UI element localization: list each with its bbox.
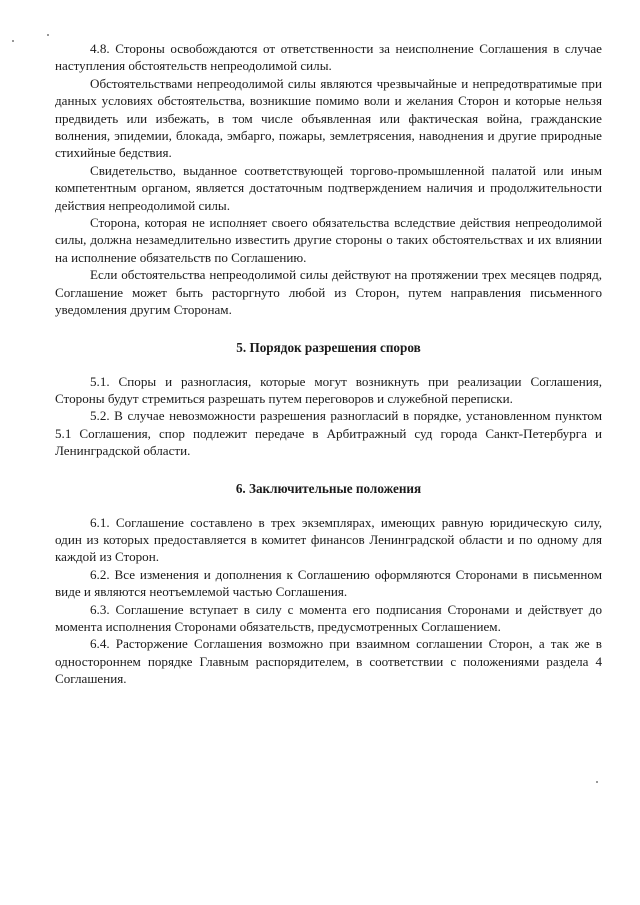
section-disputes xyxy=(55,373,602,460)
paragraph-5-1: 5.1. Споры и разногласия, которые могут возникнуть при реализации Соглашения, Стороны будут стремиться разрешать путем переговоров и служебной переписки. xyxy=(55,373,602,406)
paragraph-5-2: 5.2. В случае невозможности разрешения разногласий в порядке, установленном пунктом 5.1 Соглашения, спор подлежит передаче в Арбитражный суд города Санкт-Петербурга и Ленинградской области. xyxy=(55,408,602,459)
paragraph-6-1: 6.1. Соглашение составлено в трех экземплярах, имеющих равную юридическую силу, один из которых предоставляется в комитет финансов Ленинградской области и по одному для каждой из Сторон. xyxy=(55,514,602,565)
paragraph-termination-three-months: Если обстоятельства непреодолимой силы действуют на протяжении трех месяцев подряд, Соглашение может быть расторгнуто любой из Сторон, путем направления письменного уведомления другим Сторонам. xyxy=(55,267,602,318)
paragraph-notification: Сторона, которая не исполняет своего обязательства вследствие действия непреодолимой силы, должна незамедлительно известить другие стороны о таких обстоятельствах и их влиянии на исполнение обязательств по Соглашению. xyxy=(55,215,602,265)
document-page xyxy=(55,40,602,688)
scan-speck-bottom-right xyxy=(596,781,598,783)
paragraph-force-majeure-definition: Обстоятельствами непреодолимой силы являются чрезвычайные и непредотвратимые при данных условиях обстоятельства, возникшие помимо воли и желания Сторон и которые нельзя предвидеть или избежать, в том числе объявленная или фактическая война, гражданские волнения, эпидемии, блокада, эмбарго, пожары, землетрясения, наводнения и другие природные стихийные бедствия. xyxy=(55,75,602,161)
paragraph-certificate: Свидетельство, выданное соответствующей торгово-промышленной палатой или иным компетентным органом, является достаточным подтверждением наличия и продолжительности действия непреодолимой силы. xyxy=(55,162,602,213)
paragraph-4-8: 4.8. Стороны освобождаются от ответственности за неисполнение Соглашения в случае наступления обстоятельств непреодолимой силы. xyxy=(55,41,602,74)
paragraph-6-4: 6.4. Расторжение Соглашения возможно при взаимном соглашении Сторон, а так же в одностороннем порядке Главным распорядителем, в соответствии с положениями раздела 4 Соглашения. xyxy=(55,636,602,687)
paragraph-6-2: 6.2. Все изменения и дополнения к Соглашению оформляются Сторонами в письменном виде и являются неотъемлемой частью Соглашения. xyxy=(55,566,602,600)
section-6-heading: 6. Заключительные положения xyxy=(235,480,422,496)
section-5-heading: 5. Порядок разрешения споров xyxy=(236,339,421,355)
section-force-majeure xyxy=(55,40,602,319)
section-final-provisions xyxy=(55,514,602,688)
scan-speck-top-left xyxy=(12,40,14,42)
paragraph-6-3: 6.3. Соглашение вступает в силу с момента его подписания Сторонами и действует до момента исполнения Сторонами обязательств, предусмотренных Соглашением. xyxy=(55,601,602,634)
scan-speck-top xyxy=(47,34,49,36)
